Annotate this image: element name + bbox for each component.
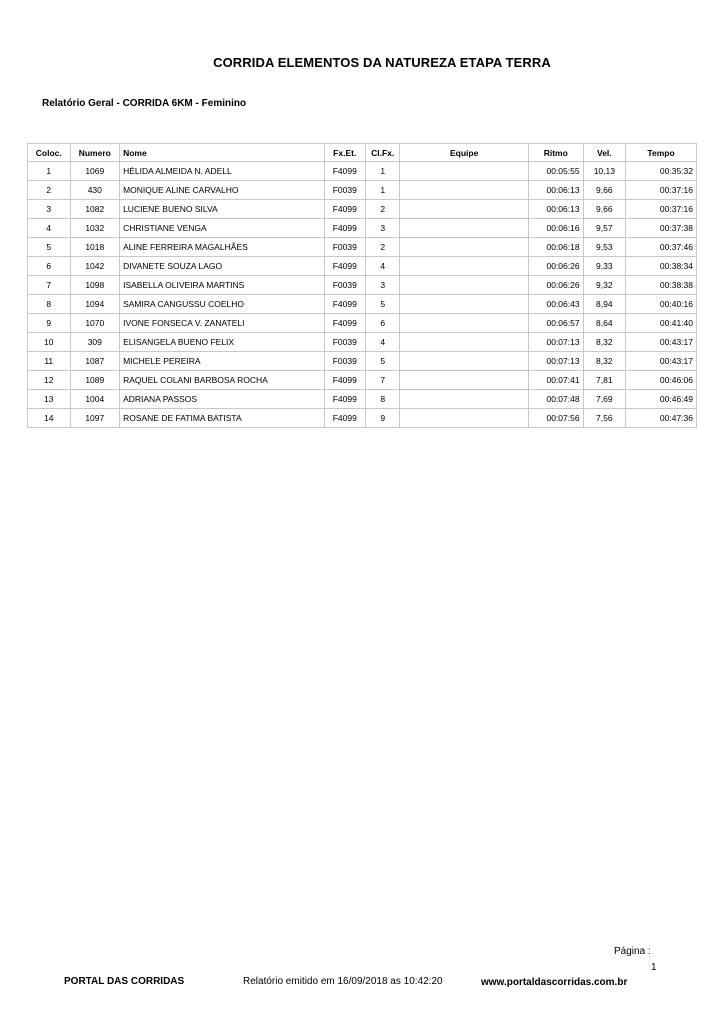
cell-numero: 430 (70, 181, 120, 200)
cell-tempo: 00:38:38 (626, 276, 697, 295)
cell-ritmo: 00:07:13 (528, 352, 583, 371)
cell-coloc: 13 (28, 390, 71, 409)
cell-vel: 8,94 (583, 295, 626, 314)
cell-tempo: 00:43:17 (626, 352, 697, 371)
header-coloc: Coloc. (28, 144, 71, 162)
cell-fx-et: F0039 (324, 333, 365, 352)
cell-fx-et: F4099 (324, 314, 365, 333)
table-header-row (28, 144, 697, 162)
cell-fx-et: F4099 (324, 200, 365, 219)
cell-ritmo: 00:05:55 (528, 162, 583, 181)
header-numero: Numero (70, 144, 120, 162)
cell-cl-fx: 4 (366, 257, 400, 276)
cell-fx-et: F4099 (324, 219, 365, 238)
cell-nome: MONIQUE ALINE CARVALHO (120, 181, 324, 200)
report-title: CORRIDA ELEMENTOS DA NATUREZA ETAPA TERRA (213, 55, 551, 70)
table-row (28, 162, 697, 181)
header-tempo: Tempo (626, 144, 697, 162)
cell-tempo: 00:37:38 (626, 219, 697, 238)
cell-cl-fx: 3 (366, 276, 400, 295)
cell-numero: 1098 (70, 276, 120, 295)
cell-cl-fx: 2 (366, 238, 400, 257)
table-row (28, 295, 697, 314)
cell-vel: 8,64 (583, 314, 626, 333)
cell-ritmo: 00:06:26 (528, 257, 583, 276)
cell-fx-et: F0039 (324, 352, 365, 371)
results-body (28, 162, 697, 428)
cell-cl-fx: 3 (366, 219, 400, 238)
cell-coloc: 1 (28, 162, 71, 181)
cell-cl-fx: 1 (366, 181, 400, 200)
cell-equipe (400, 314, 529, 333)
cell-fx-et: F4099 (324, 409, 365, 428)
report-subtitle: Relatório Geral - CORRIDA 6KM - Feminino (42, 98, 247, 109)
footer-page-label: Página : (614, 946, 651, 957)
cell-numero: 1087 (70, 352, 120, 371)
footer-issued-date: Relatório emitido em 16/09/2018 as 10:42:20 (243, 976, 443, 987)
cell-tempo: 00:38:34 (626, 257, 697, 276)
cell-equipe (400, 352, 529, 371)
footer-url: www.portaldascorridas.com.br (481, 977, 628, 988)
cell-ritmo: 00:06:57 (528, 314, 583, 333)
footer-portal-name: PORTAL DAS CORRIDAS (64, 976, 185, 987)
cell-numero: 1070 (70, 314, 120, 333)
cell-fx-et: F4099 (324, 390, 365, 409)
cell-ritmo: 00:06:13 (528, 200, 583, 219)
cell-equipe (400, 295, 529, 314)
cell-tempo: 00:47:36 (626, 409, 697, 428)
cell-ritmo: 00:07:56 (528, 409, 583, 428)
cell-equipe (400, 333, 529, 352)
cell-ritmo: 00:07:48 (528, 390, 583, 409)
cell-nome: CHRISTIANE VENGA (120, 219, 324, 238)
cell-tempo: 00:41:40 (626, 314, 697, 333)
header-cl-fx: Cl.Fx. (366, 144, 400, 162)
cell-ritmo: 00:06:13 (528, 181, 583, 200)
cell-numero: 1042 (70, 257, 120, 276)
table-row (28, 352, 697, 371)
cell-coloc: 10 (28, 333, 71, 352)
results-table (27, 143, 697, 428)
cell-numero: 1018 (70, 238, 120, 257)
cell-vel: 9,53 (583, 238, 626, 257)
table-row (28, 314, 697, 333)
table-row (28, 371, 697, 390)
cell-ritmo: 00:07:13 (528, 333, 583, 352)
cell-fx-et: F0039 (324, 276, 365, 295)
cell-equipe (400, 181, 529, 200)
cell-numero: 1032 (70, 219, 120, 238)
header-ritmo: Ritmo (528, 144, 583, 162)
cell-fx-et: F4099 (324, 162, 365, 181)
cell-numero: 309 (70, 333, 120, 352)
cell-nome: ROSANE DE FATIMA BATISTA (120, 409, 324, 428)
cell-tempo: 00:35:32 (626, 162, 697, 181)
cell-numero: 1004 (70, 390, 120, 409)
table-row (28, 200, 697, 219)
cell-coloc: 4 (28, 219, 71, 238)
table-row (28, 181, 697, 200)
cell-tempo: 00:37:16 (626, 181, 697, 200)
cell-coloc: 14 (28, 409, 71, 428)
cell-vel: 9,66 (583, 181, 626, 200)
cell-cl-fx: 6 (366, 314, 400, 333)
cell-equipe (400, 200, 529, 219)
header-fx-et: Fx.Et. (324, 144, 365, 162)
cell-cl-fx: 4 (366, 333, 400, 352)
cell-coloc: 12 (28, 371, 71, 390)
cell-coloc: 11 (28, 352, 71, 371)
cell-vel: 9,32 (583, 276, 626, 295)
cell-tempo: 00:46:06 (626, 371, 697, 390)
cell-nome: ELISANGELA BUENO FELIX (120, 333, 324, 352)
cell-coloc: 7 (28, 276, 71, 295)
cell-numero: 1089 (70, 371, 120, 390)
cell-coloc: 8 (28, 295, 71, 314)
cell-equipe (400, 390, 529, 409)
cell-nome: LUCIENE BUENO SILVA (120, 200, 324, 219)
cell-vel: 8,32 (583, 333, 626, 352)
cell-tempo: 00:37:46 (626, 238, 697, 257)
cell-tempo: 00:46:49 (626, 390, 697, 409)
cell-coloc: 9 (28, 314, 71, 333)
table-row (28, 257, 697, 276)
table-row (28, 219, 697, 238)
cell-nome: RAQUEL COLANI BARBOSA ROCHA (120, 371, 324, 390)
cell-nome: ADRIANA PASSOS (120, 390, 324, 409)
cell-coloc: 3 (28, 200, 71, 219)
cell-cl-fx: 1 (366, 162, 400, 181)
cell-vel: 10,13 (583, 162, 626, 181)
cell-vel: 9,57 (583, 219, 626, 238)
cell-fx-et: F4099 (324, 295, 365, 314)
cell-fx-et: F0039 (324, 238, 365, 257)
cell-ritmo: 00:07:41 (528, 371, 583, 390)
cell-cl-fx: 9 (366, 409, 400, 428)
header-equipe: Equipe (400, 144, 529, 162)
header-nome: Nome (120, 144, 324, 162)
cell-nome: ISABELLA OLIVEIRA MARTINS (120, 276, 324, 295)
cell-ritmo: 00:06:16 (528, 219, 583, 238)
cell-equipe (400, 219, 529, 238)
cell-equipe (400, 238, 529, 257)
table-row (28, 390, 697, 409)
cell-cl-fx: 7 (366, 371, 400, 390)
cell-fx-et: F4099 (324, 257, 365, 276)
cell-coloc: 6 (28, 257, 71, 276)
table-row (28, 409, 697, 428)
cell-nome: HÉLIDA ALMEIDA N. ADELL (120, 162, 324, 181)
cell-nome: MICHELE PEREIRA (120, 352, 324, 371)
cell-numero: 1094 (70, 295, 120, 314)
cell-cl-fx: 8 (366, 390, 400, 409)
cell-tempo: 00:37:16 (626, 200, 697, 219)
cell-fx-et: F4099 (324, 371, 365, 390)
cell-equipe (400, 257, 529, 276)
header-vel: Vel. (583, 144, 626, 162)
cell-cl-fx: 2 (366, 200, 400, 219)
table-row (28, 276, 697, 295)
cell-ritmo: 00:06:18 (528, 238, 583, 257)
cell-tempo: 00:43:17 (626, 333, 697, 352)
cell-numero: 1069 (70, 162, 120, 181)
cell-ritmo: 00:06:43 (528, 295, 583, 314)
cell-equipe (400, 371, 529, 390)
cell-tempo: 00:40:16 (626, 295, 697, 314)
cell-equipe (400, 276, 529, 295)
cell-coloc: 2 (28, 181, 71, 200)
cell-cl-fx: 5 (366, 352, 400, 371)
cell-coloc: 5 (28, 238, 71, 257)
cell-vel: 7,81 (583, 371, 626, 390)
cell-vel: 9,33 (583, 257, 626, 276)
cell-numero: 1097 (70, 409, 120, 428)
table-row (28, 333, 697, 352)
cell-ritmo: 00:06:26 (528, 276, 583, 295)
cell-nome: ALINE FERREIRA MAGALHÃES (120, 238, 324, 257)
cell-vel: 8,32 (583, 352, 626, 371)
cell-vel: 9,66 (583, 200, 626, 219)
footer-page-number: 1 (651, 962, 657, 973)
cell-nome: IVONE FONSECA V. ZANATELI (120, 314, 324, 333)
cell-equipe (400, 162, 529, 181)
table-row (28, 238, 697, 257)
cell-equipe (400, 409, 529, 428)
cell-fx-et: F0039 (324, 181, 365, 200)
cell-vel: 7,56 (583, 409, 626, 428)
cell-cl-fx: 5 (366, 295, 400, 314)
cell-vel: 7,69 (583, 390, 626, 409)
cell-numero: 1082 (70, 200, 120, 219)
cell-nome: SAMIRA CANGUSSU COELHO (120, 295, 324, 314)
cell-nome: DIVANETE SOUZA LAGO (120, 257, 324, 276)
